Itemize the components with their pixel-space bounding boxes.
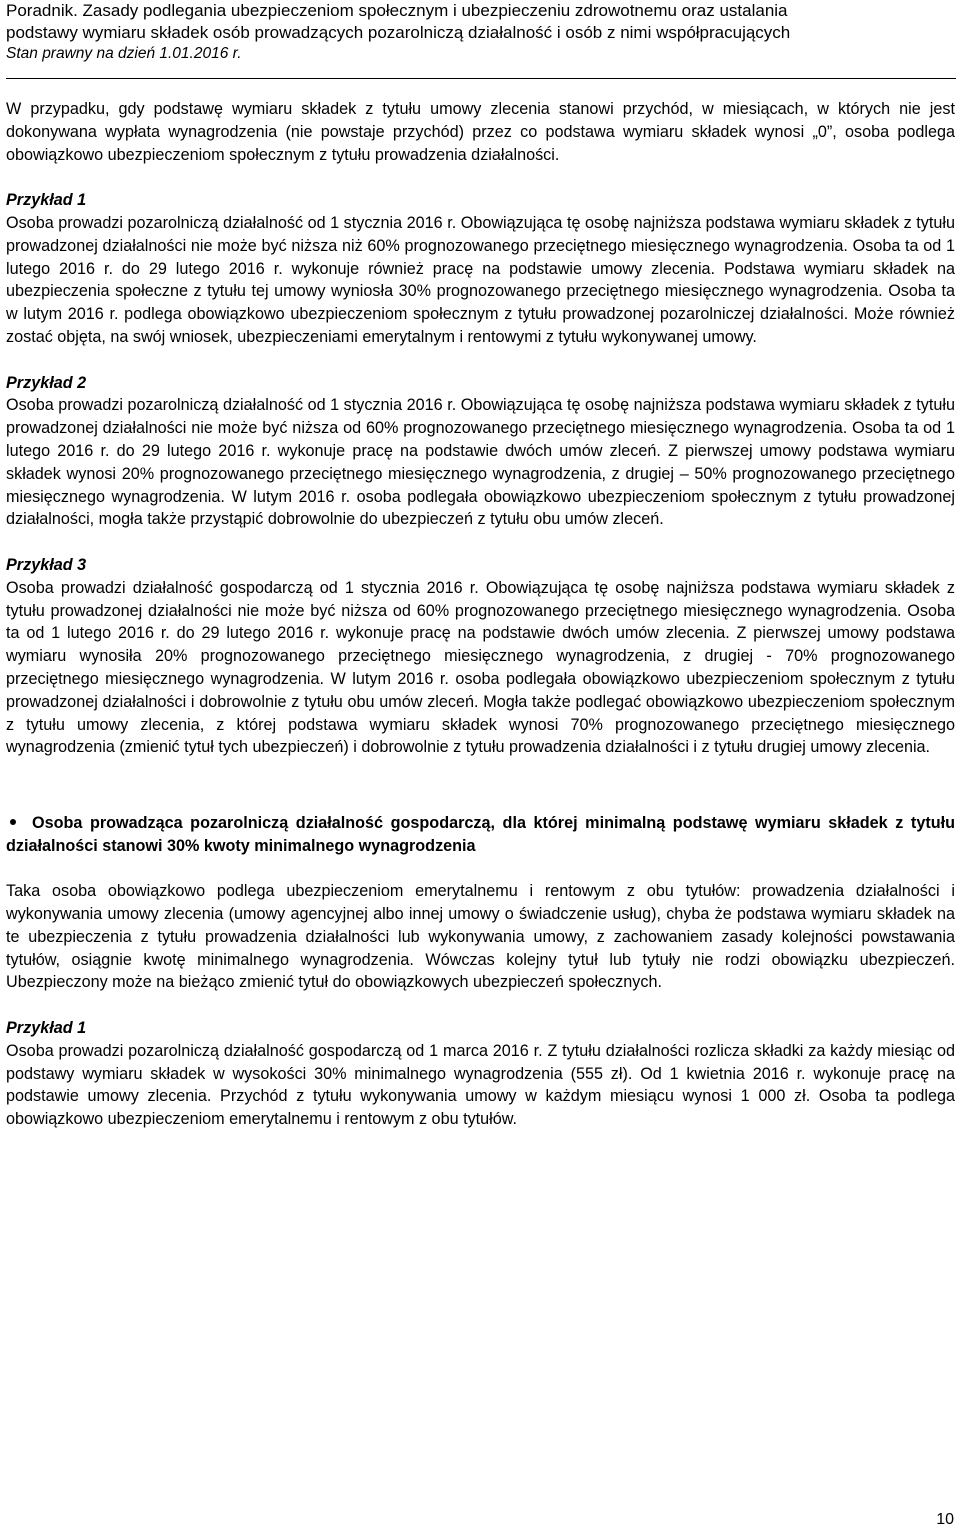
page-header [6,0,956,64]
header-divider [6,78,956,79]
bullet-body-paragraph: Taka osoba obowiązkowo podlega ubezpieczeniom emerytalnemu i rentowym z obu tytułów: prowadzenia działalności i wykonywania umowy zlecenia (umowy agencyjnej albo innej umowy o świadczenie usług), chyba że podstawa wymiaru składek na te ubezpieczenia z tytułu prowadzenia działalności lub wykonywania umowy, z zachowaniem zasady kolejności powstawania tytułów, osiągnie kwotę minimalnego wynagrodzenia. Wówczas kolejny tytuł lub tytuły nie rodzi obowiązku ubezpieczeń. Ubezpieczony może na bieżąco zmienić tytuł do obowiązkowych ubezpieczeń społecznych. [6,882,955,992]
example-2-title: Przykład 2 [6,373,87,392]
intro-paragraph: W przypadku, gdy podstawę wymiaru składek z tytułu umowy zlecenia stanowi przychód, w miesiącach, w których nie jest dokonywana wypłata wynagrodzenia (nie powstaje przychód) przez co podstawa wymiaru składek wynosi „0”, osoba podlega obowiązkowo ubezpieczeniom społecznym z tytułu prowadzenia działalności. [6,100,955,164]
header-legal-date: Stan prawny na dzień 1.01.2016 r. [6,45,242,62]
bullet-heading-text: Osoba prowadząca pozarolniczą działalność gospodarczą, dla której minimalną podstawę wymiaru składek z tytułu działalności stanowi 30% kwoty minimalnego wynagrodzenia [6,813,955,855]
bullet-heading [6,812,955,858]
example-3-title: Przykład 3 [6,555,87,574]
example-b-title: Przykład 1 [6,1019,87,1038]
header-title-line-1: Poradnik. Zasady podlegania ubezpieczeniom społecznym i ubezpieczeniu zdrowotnemu oraz ustalania [6,1,788,20]
example-b-text: Osoba prowadzi pozarolniczą działalność gospodarczą od 1 marca 2016 r. Z tytułu działalności rozlicza składki za każdy miesiąc od podstawy wymiaru składek w wysokości 30% minimalnego wynagrodzenia (555 zł). Od 1 kwietnia 2016 r. wykonuje pracę na podstawie umowy zlecenia. Przychód z tytułu wykonywania umowy w każdym miesiącu wynosi 1 000 zł. Osoba ta podlega obowiązkowo ubezpieczeniom emerytalnemu i rentowym z obu tytułów. [6,1041,955,1129]
example-1-title: Przykład 1 [6,191,87,210]
page-number: 10 [936,1511,954,1528]
example-3-text: Osoba prowadzi działalność gospodarczą od 1 stycznia 2016 r. Obowiązująca tę osobę najniższa podstawa wymiaru składek z tytułu prowadzonej działalności nie może być niższa od 60% prognozowanego przeciętnego miesięcznego wynagrodzenia. Osoba ta od 1 lutego 2016 r. do 29 lutego 2016 r. wykonuje pracę na podstawie dwóch umów zlecenia. Z pierwszej umowy podstawa wymiaru wynosiła 20% prognozowanego przeciętnego miesięcznego wynagrodzenia, z drugiej - 70% prognozowanego przeciętnego miesięcznego wynagrodzenia. W lutym 2016 r. osoba podlegała obowiązkowo ubezpieczeniom społecznym z tytułu prowadzonej działalności i dobrowolnie z tytułu obu umów zleceń. Mogła także podlegać obowiązkowo ubezpieczeniom społecznym z tytułu umowy zlecenia, z której podstawa wymiaru składek wynosi 70% prognozowanego przeciętnego miesięcznego wynagrodzenia (zmienić tytuł tych ubezpieczeń) i dobrowolnie z tytułu prowadzenia działalności i z tytułu drugiej umowy zlecenia. [6,578,955,757]
document-body [6,98,955,1131]
example-2-text: Osoba prowadzi pozarolniczą działalność od 1 stycznia 2016 r. Obowiązująca tę osobę najniższa podstawa wymiaru składek z tytułu prowadzonej działalności nie może być niższa od 60% prognozowanego przeciętnego miesięcznego wynagrodzenia. Osoba ta od 1 lutego 2016 r. do 29 lutego 2016 r. wykonuje pracę na podstawie dwóch umów zleceń. Z pierwszej umowy podstawa wymiaru składek wynosi 20% prognozowanego przeciętnego miesięcznego wynagrodzenia, z drugiej – 50% prognozowanego przeciętnego miesięcznego wynagrodzenia. W lutym 2016 r. osoba podlegała obowiązkowo ubezpieczeniom społecznym z tytułu prowadzonej działalności, mogła także przystąpić dobrowolnie do ubezpieczeń z tytułu obu umów zleceń. [6,396,955,529]
example-1-text: Osoba prowadzi pozarolniczą działalność od 1 stycznia 2016 r. Obowiązująca tę osobę najniższa podstawa wymiaru składek z tytułu prowadzonej działalności nie może być niższa niż 60% prognozowanego przeciętnego miesięcznego wynagrodzenia. Osoba ta od 1 lutego 2016 r. do 29 lutego 2016 r. wykonuje również pracę na podstawie umowy zlecenia. Podstawa wymiaru składek na ubezpieczenia społeczne z tytułu tej umowy wyniosła 30% prognozowanego przeciętnego miesięcznego wynagrodzenia. Osoba ta w lutym 2016 r. podlega obowiązkowo ubezpieczeniom społecznym z tytułu prowadzonej pozarolniczej działalności. Może również zostać objęta, na swój wniosek, ubezpieczeniami emerytalnym i rentowymi z tytułu wykonywanej umowy. [6,213,955,346]
header-title-line-2: podstawy wymiaru składek osób prowadzących pozarolniczą działalność i osób z nimi współpracujących [6,23,791,42]
bullet-icon [10,819,16,825]
